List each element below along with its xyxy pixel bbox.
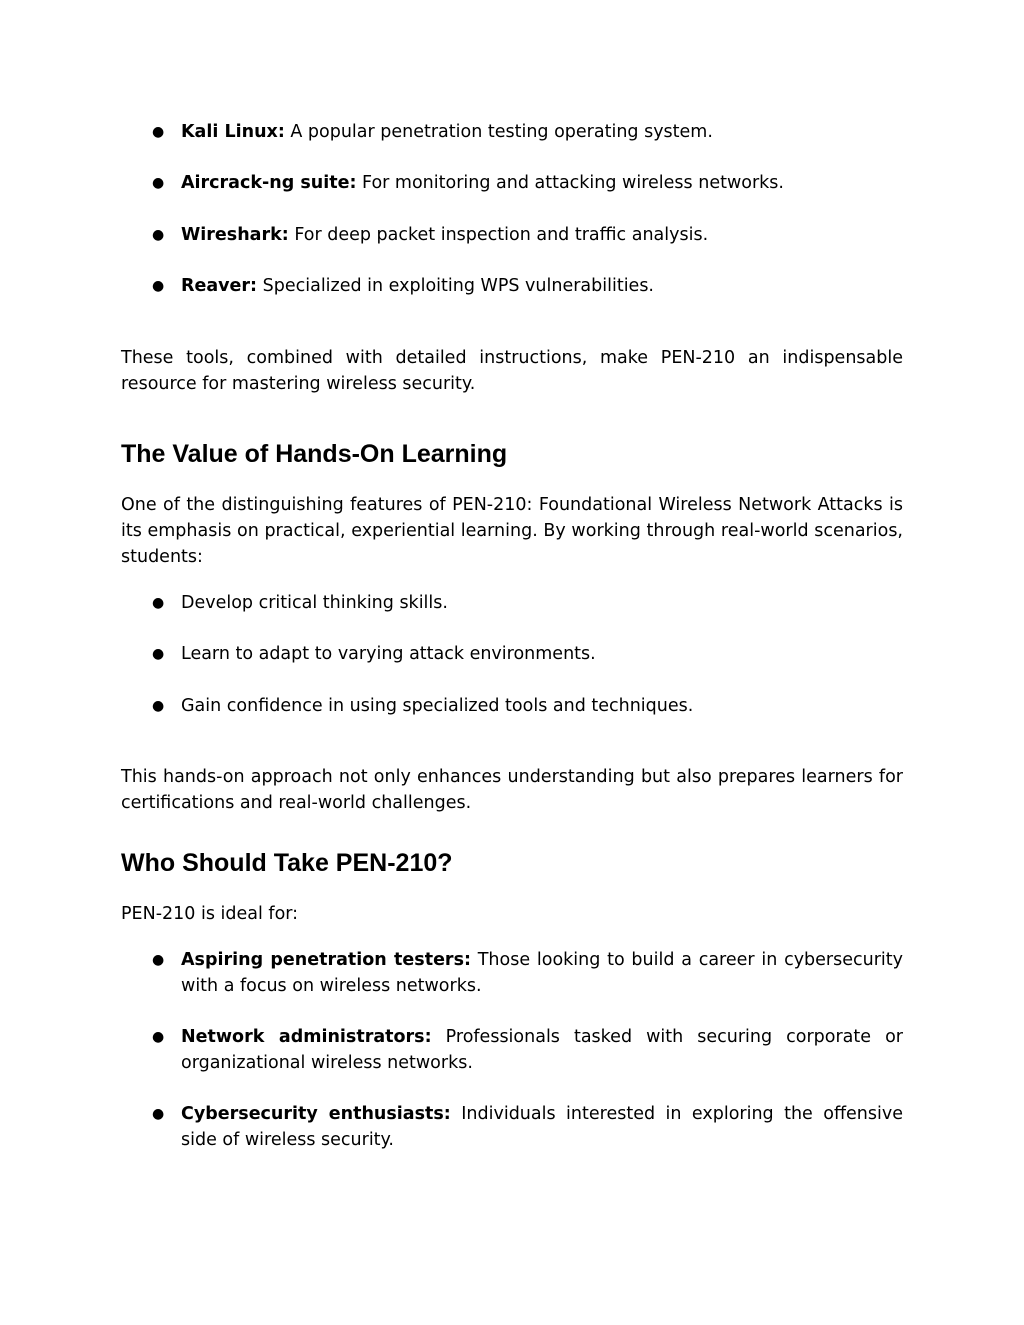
bullet-icon: ● [152, 952, 165, 968]
list-item-desc: Specialized in exploiting WPS vulnerabilities. [257, 276, 654, 296]
list-item [121, 1101, 903, 1153]
bullet-icon: ● [152, 698, 165, 714]
list-item-term: Cybersecurity enthusiasts: [181, 1104, 451, 1124]
list-item-text: Gain confidence in using specialized tools and techniques. [181, 696, 694, 716]
list-item-desc: For deep packet inspection and traffic analysis. [288, 225, 709, 245]
list-item-desc: Those looking to build a career in cybersecurity with a focus on wireless networks. [181, 950, 903, 996]
list-item [121, 222, 903, 248]
bullet-icon: ● [152, 124, 165, 140]
list-item-term: Aircrack-ng suite: [181, 173, 357, 193]
list-item [121, 170, 903, 196]
list-item-term: Aspiring penetration testers: [181, 950, 471, 970]
list-item-term: Wireshark: [181, 225, 289, 245]
section-heading-hands-on: The Value of Hands-On Learning [121, 440, 508, 468]
list-item-text: Develop critical thinking skills. [181, 593, 448, 613]
who-intro-paragraph: PEN-210 is ideal for: [121, 904, 299, 924]
bullet-icon: ● [152, 646, 165, 662]
bullet-icon: ● [152, 1029, 165, 1045]
list-item-text: Learn to adapt to varying attack environments. [181, 644, 596, 664]
bullet-icon: ● [152, 175, 165, 191]
tools-summary-paragraph: These tools, combined with detailed instructions, make PEN-210 an indispensable resource for mastering wireless security. [121, 348, 903, 394]
bullet-icon: ● [152, 1106, 165, 1122]
list-item [121, 1024, 903, 1076]
bullet-icon: ● [152, 227, 165, 243]
list-item [121, 119, 903, 145]
list-item [121, 641, 903, 667]
list-item-desc: Individuals interested in exploring the offensive side of wireless security. [181, 1104, 903, 1150]
hands-on-intro-paragraph: One of the distinguishing features of PEN-210: Foundational Wireless Network Attacks is its emphasis on practical, experiential learning. By working through real-world scenarios, students: [121, 495, 903, 567]
bullet-icon: ● [152, 595, 165, 611]
list-item [121, 273, 903, 299]
bullet-icon: ● [152, 278, 165, 294]
list-item-desc: Professionals tasked with securing corporate or organizational wireless networks. [181, 1027, 903, 1073]
list-item-desc: For monitoring and attacking wireless networks. [356, 173, 784, 193]
list-item-term: Reaver: [181, 276, 258, 296]
list-item [121, 947, 903, 999]
section-heading-who: Who Should Take PEN-210? [121, 849, 453, 877]
list-item [121, 590, 903, 616]
list-item-term: Network administrators: [181, 1027, 432, 1047]
list-item [121, 693, 903, 719]
list-item-desc: A popular penetration testing operating system. [284, 122, 713, 142]
hands-on-summary-paragraph: This hands-on approach not only enhances understanding but also prepares learners for certifications and real-world challenges. [121, 767, 903, 813]
list-item-term: Kali Linux: [181, 122, 285, 142]
